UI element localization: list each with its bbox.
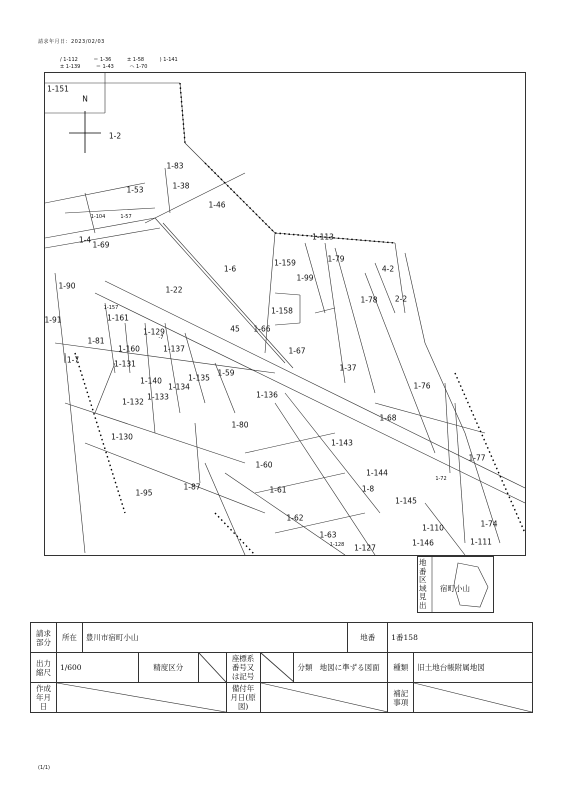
record-table bbox=[30, 622, 533, 713]
parcel-label: 45 bbox=[230, 324, 240, 334]
parcel-label: 1-128 bbox=[329, 542, 345, 548]
parcel-label: 1-69 bbox=[92, 240, 110, 250]
parcel-label: 1-113 bbox=[312, 232, 334, 242]
parcel-label: 1-140 bbox=[140, 376, 162, 386]
parcel-label: 1-151 bbox=[47, 84, 69, 94]
blank-slash bbox=[414, 683, 532, 712]
parcel-label: 1-62 bbox=[286, 513, 304, 523]
parcel-label: 1-60 bbox=[255, 460, 273, 470]
parcel-label: 1-37 bbox=[339, 363, 357, 373]
blank-slash bbox=[57, 683, 226, 712]
classification-cell bbox=[294, 653, 388, 683]
accuracy-value bbox=[198, 653, 226, 683]
location-label: 所在 bbox=[56, 623, 82, 653]
lot-number-value: 1番158 bbox=[388, 623, 533, 653]
parcel-label: 2-2 bbox=[394, 294, 408, 304]
location-value: 豊川市宿町小山 bbox=[82, 623, 347, 653]
blank-slash bbox=[199, 653, 226, 682]
created-label: 作成年月日 bbox=[31, 683, 57, 713]
parcel-label: 1-7 bbox=[66, 355, 80, 365]
coord-label: 座標系番号又は記号 bbox=[226, 653, 260, 683]
remarks-value bbox=[414, 683, 533, 713]
parcel-label: 1-146 bbox=[412, 538, 434, 548]
parcel-label: 1-111 bbox=[470, 537, 492, 547]
parcel-label: 1-132 bbox=[122, 397, 144, 407]
output-date: 請求年月日：2023/02/03 bbox=[38, 39, 105, 45]
parcel-label: 1-87 bbox=[183, 482, 201, 492]
parcel-label: 1-79 bbox=[327, 254, 345, 264]
accuracy-label: 精度区分 bbox=[138, 653, 198, 683]
type-label: 種類 bbox=[388, 653, 414, 683]
parcel-label: 1-4 bbox=[78, 235, 92, 245]
legend-item: ＝ 1-43 bbox=[95, 64, 114, 70]
parcel-label: 1-59 bbox=[217, 368, 235, 378]
legend-item: / 1-112 bbox=[60, 57, 78, 63]
blank-slash bbox=[261, 683, 388, 712]
parcel-label: 1-78 bbox=[360, 295, 378, 305]
parcel-label: 1-131 bbox=[114, 359, 136, 369]
parcel-label: 1-158 bbox=[271, 306, 293, 316]
parcel-label: 1-160 bbox=[118, 344, 140, 354]
parcel-label: 1-145 bbox=[395, 496, 417, 506]
parcel-label: 1-104 bbox=[90, 214, 106, 220]
type-value: 旧土地台帳附属地図 bbox=[414, 653, 533, 683]
area-index-title: 地番区域見出 bbox=[419, 558, 427, 610]
prepared-label: 備付年月日(原図) bbox=[226, 683, 260, 713]
parcel-label: 4-2 bbox=[381, 264, 395, 274]
lot-number-label: 地番 bbox=[348, 623, 388, 653]
parcel-label: 1-157 bbox=[103, 305, 119, 311]
cadastral-map bbox=[44, 72, 526, 556]
parcel-label: 1-76 bbox=[413, 381, 431, 391]
created-value bbox=[56, 683, 226, 713]
parcel-label: 1-67 bbox=[288, 346, 306, 356]
parcel-label: 1-161 bbox=[107, 313, 129, 323]
parcel-label: 1-72 bbox=[435, 476, 447, 482]
remarks-label: 補記事項 bbox=[388, 683, 414, 713]
blank-slash bbox=[261, 653, 294, 682]
legend-item: ± 1-139 bbox=[60, 64, 81, 70]
parcel-label: 1-91 bbox=[44, 315, 62, 325]
parcel-label: 1-137 bbox=[163, 344, 185, 354]
parcel-label: 1-74 bbox=[480, 519, 498, 529]
parcel-label: -7 bbox=[158, 335, 164, 341]
parcel-label: 1-99 bbox=[296, 273, 314, 283]
classification-value: 地図に準ずる図面 bbox=[319, 663, 380, 672]
parcel-label: 1-90 bbox=[58, 281, 76, 291]
parcel-label: 1-95 bbox=[135, 488, 153, 498]
parcel-label: 1-6 bbox=[223, 264, 237, 274]
parcel-label: 1-68 bbox=[379, 413, 397, 423]
parcel-label: 1-129 bbox=[143, 327, 165, 337]
parcel-label: 1-144 bbox=[366, 468, 388, 478]
parcel-label: 1-53 bbox=[126, 185, 144, 195]
north-label: N bbox=[82, 94, 88, 104]
legend-item: ヘ 1-70 bbox=[129, 64, 148, 70]
scale-value: 1/600 bbox=[56, 653, 138, 683]
page-number: (1/1) bbox=[38, 765, 50, 771]
legend bbox=[60, 57, 192, 71]
parcel-label: 1-22 bbox=[165, 285, 183, 295]
coord-value bbox=[260, 653, 294, 683]
scale-label: 出力縮尺 bbox=[31, 653, 57, 683]
requester-label: 請求部分 bbox=[31, 623, 57, 653]
parcel-label: 1-133 bbox=[147, 392, 169, 402]
parcel-label: 1-57 bbox=[120, 214, 132, 220]
parcel-label: 1-143 bbox=[331, 438, 353, 448]
parcel-label: 1-83 bbox=[166, 161, 184, 171]
legend-item: ) 1-141 bbox=[159, 57, 178, 63]
parcel-label: 1-135 bbox=[188, 373, 210, 383]
parcel-label: 1-80 bbox=[231, 420, 249, 430]
parcel-label: 1-136 bbox=[256, 390, 278, 400]
legend-item: ＝ 1-36 bbox=[93, 57, 112, 63]
parcel-label: 1-130 bbox=[111, 432, 133, 442]
parcel-label: 1-110 bbox=[422, 523, 444, 533]
prepared-value bbox=[260, 683, 388, 713]
parcel-label: 1-66 bbox=[253, 324, 271, 334]
parcel-label: 1-38 bbox=[172, 181, 190, 191]
parcel-label: 1-46 bbox=[208, 200, 226, 210]
parcel-label: 1-134 bbox=[168, 382, 190, 392]
parcel-label: 1-81 bbox=[87, 336, 105, 346]
parcel-label: 1-159 bbox=[274, 258, 296, 268]
parcel-label: 1-63 bbox=[319, 530, 337, 540]
parcel-label: 1-77 bbox=[468, 453, 486, 463]
parcel-label: 1-2 bbox=[108, 131, 122, 141]
parcel-label: 1-127 bbox=[354, 543, 376, 553]
parcel-label: 1-8 bbox=[361, 484, 375, 494]
parcel-label: 1-61 bbox=[269, 485, 287, 495]
classification-label: 分類 bbox=[297, 663, 313, 672]
legend-item: ± 1-58 bbox=[126, 57, 145, 63]
area-index-name: 宿町小山 bbox=[440, 584, 470, 593]
